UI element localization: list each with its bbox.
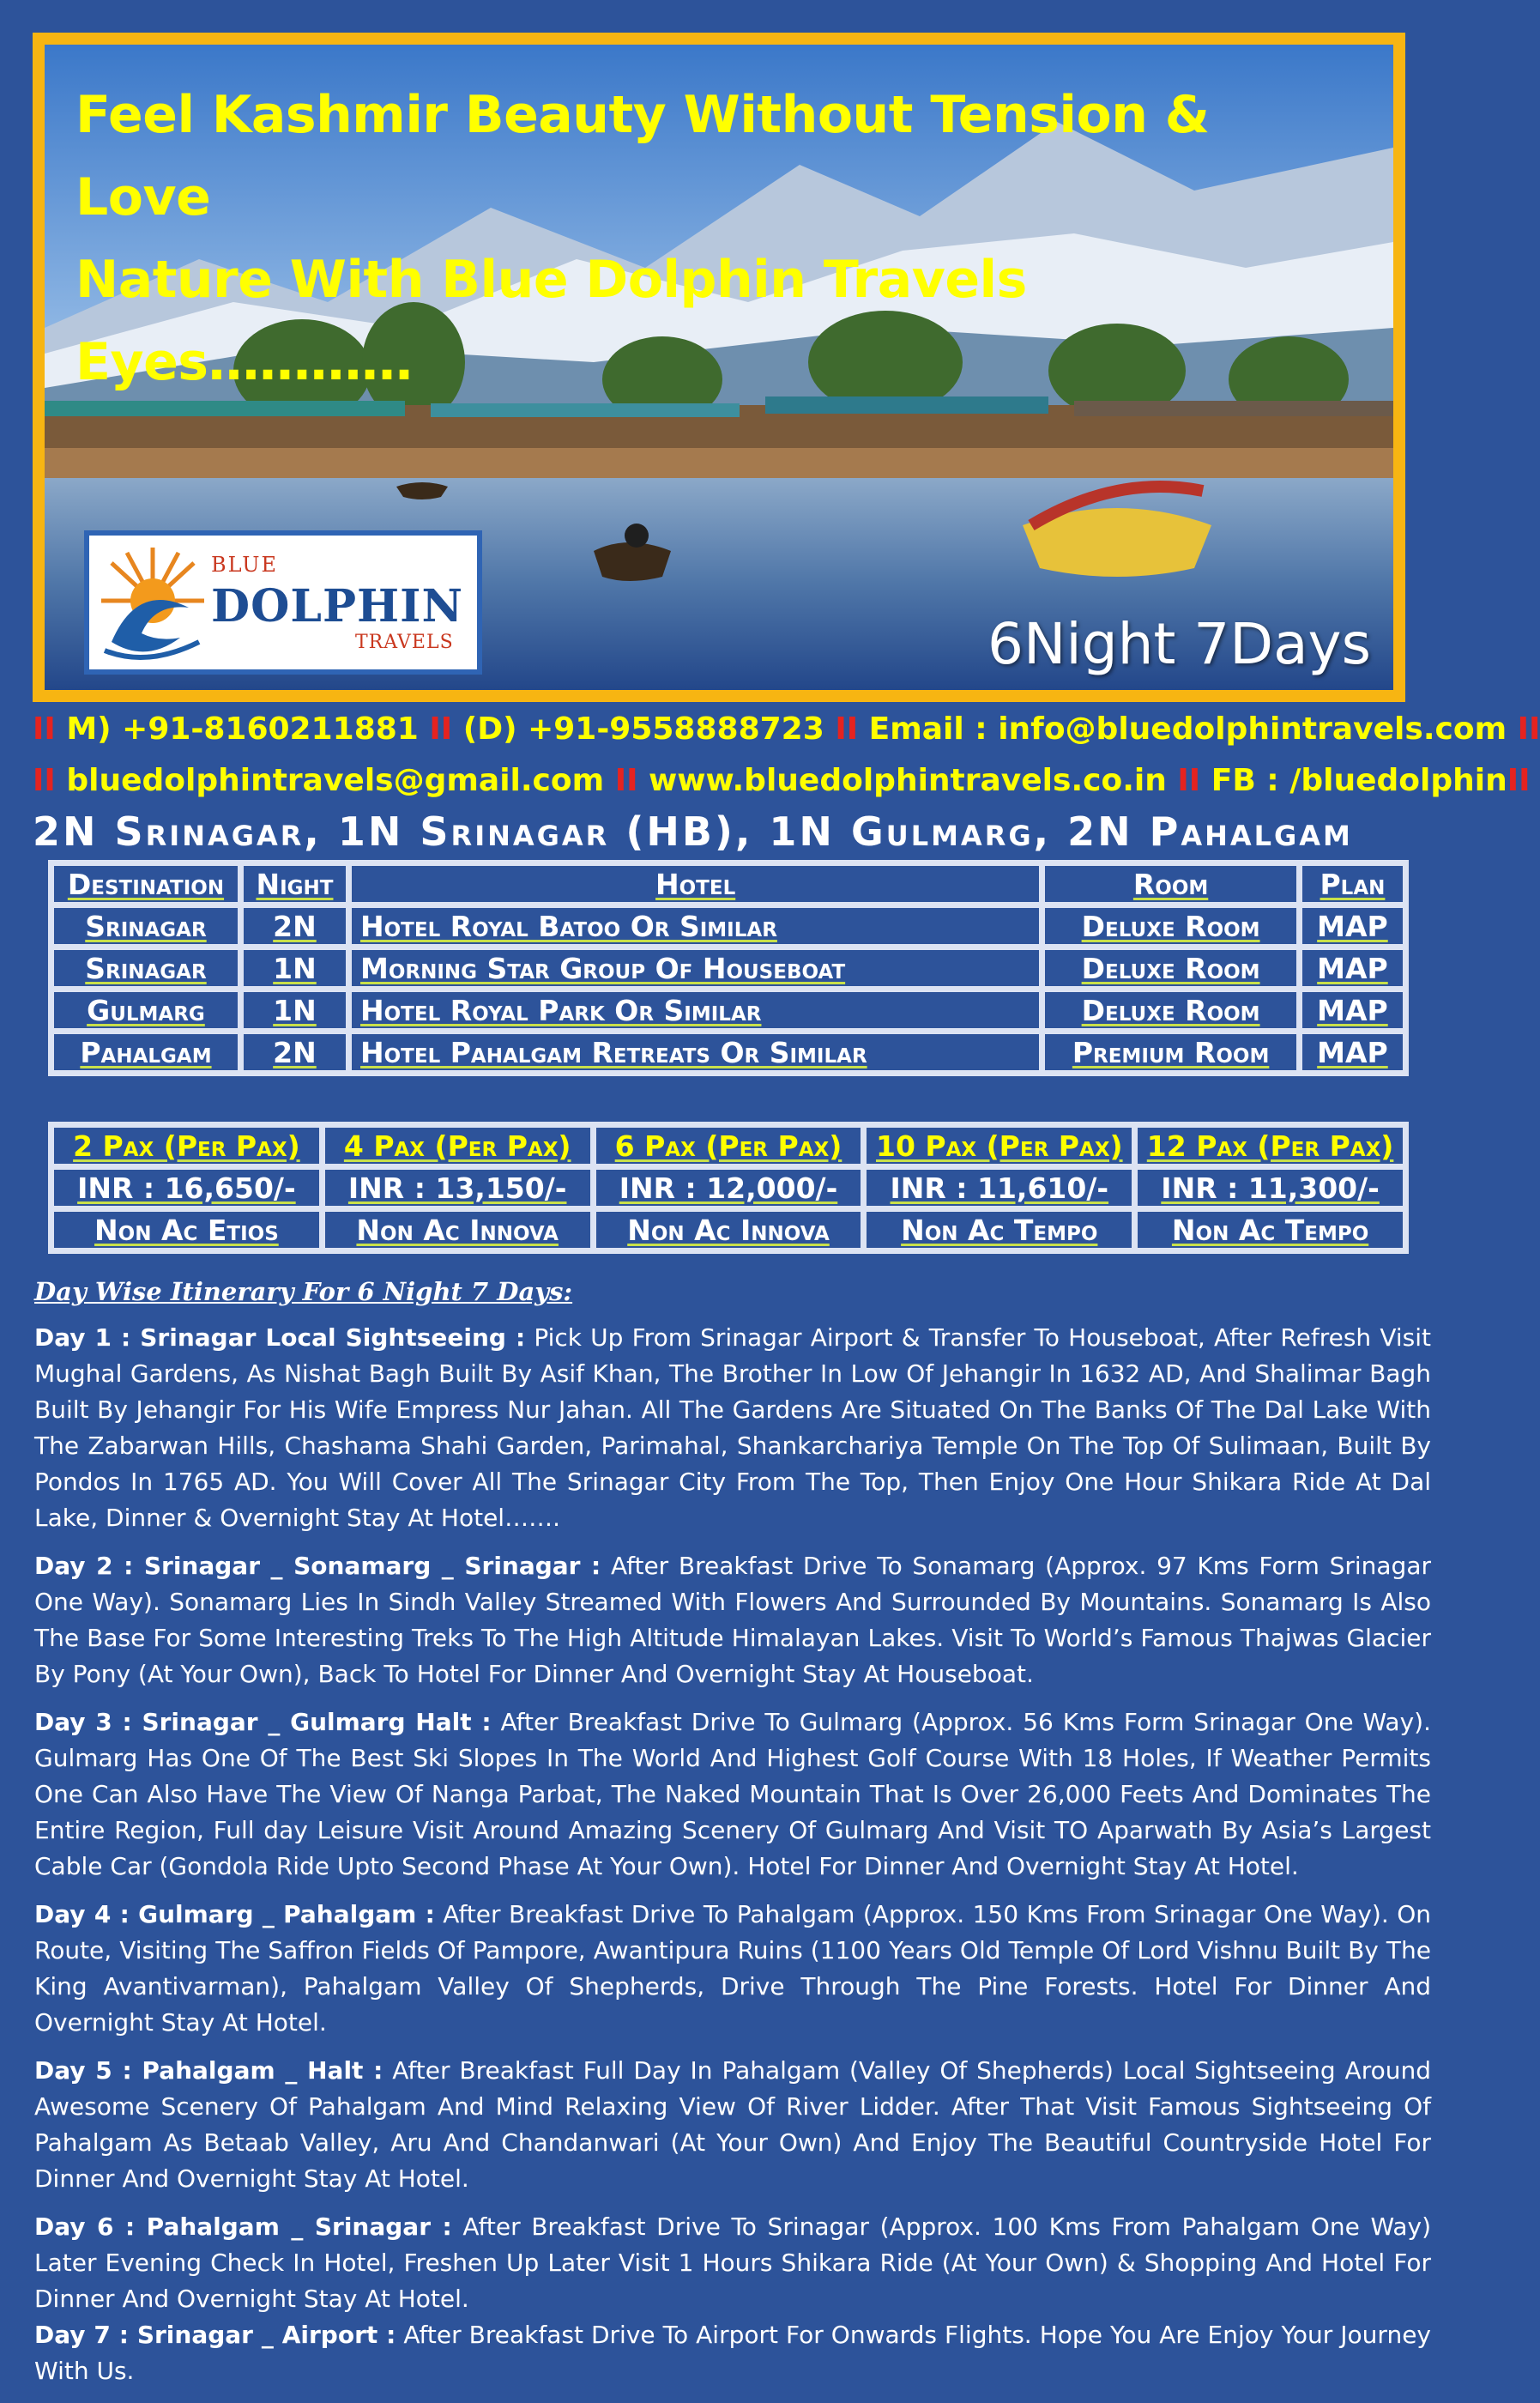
price-cell: INR : 11,610/- (867, 1170, 1132, 1206)
room-cell: Deluxe Room (1045, 950, 1296, 986)
dolphin-sun-icon (96, 541, 209, 669)
destination-cell: Pahalgam (54, 1034, 238, 1070)
pax-cell: 12 Pax (Per Pax) (1138, 1128, 1403, 1164)
pax-cell: 6 Pax (Per Pax) (596, 1128, 861, 1164)
separator: II (1517, 711, 1540, 747)
day-text: After Breakfast Drive To Srinagar (Approx. 100 Kms From Pahalgam One Way) Later Evening Check In Hotel, Freshen Up Later Visit 1 Hours Shikara Ride (At Your Own) & Shopping And Hotel For Dinner And Overnight Stay At Hotel. (34, 2212, 1432, 2313)
day-label: Day 7 : Srinagar _ Airport : (34, 2321, 396, 2349)
separator: II (614, 763, 638, 798)
day-text: After Breakfast Drive To Airport For Onwards Flights. Hope You Are Enjoy Your Journey With Us. (34, 2321, 1431, 2385)
headline-line-1: Feel Kashmir Beauty Without Tension & Love (75, 85, 1210, 227)
table-row (54, 992, 1403, 1028)
price-cell: INR : 16,650/- (54, 1170, 319, 1206)
day-text: Pick Up From Srinagar Airport & Transfer To Houseboat, After Refresh Visit Mughal Gardens, As Nishat Bagh Built By Asif Khan, The Brother In Low Of Jehangir In 1632 AD, And Shalimar Bagh Built By Jehangir For His Wife Empress Nur Jahan. All The Gardens Are Situated On The Banks Of The Dal Lake With The Zabarwan Hills, Chashama Shahi Garden, Parimahal, Shankarchariya Temple On The Top Of Sulimaan, Built By Pondos In 1765 AD. You Will Cover All The Srinagar City From The Top, Then Enjoy One Hour Shikara Ride At Dal Lake, Dinner & Overnight Stay At Hotel……. (34, 1323, 1431, 1532)
table-row (54, 908, 1403, 944)
itinerary-day (34, 1704, 1431, 1885)
itinerary-day (34, 2209, 1431, 2317)
price-row (54, 1170, 1403, 1206)
vehicle-row (54, 1212, 1403, 1248)
pax-cell: 10 Pax (Per Pax) (867, 1128, 1132, 1164)
separator: II (1177, 763, 1201, 798)
vehicle-cell: Non Ac Innova (325, 1212, 590, 1248)
hotel-table-header (54, 866, 1403, 902)
day-text: After Breakfast Full Day In Pahalgam (Valley Of Shepherds) Local Sightseeing Around Awesome Scenery Of Pahalgam And Mind Relaxing View Of River Lidder. After That Visit Famous Sightseeing Of Pahalgam As Betaab Valley, Aru And Chandanwari (At Your Own) And Enjoy The Beautiful Countryside Hotel For Dinner And Overnight Stay At Hotel. (34, 2056, 1431, 2193)
header-hotel: Hotel (352, 866, 1039, 902)
table-row (54, 950, 1403, 986)
separator: II (835, 711, 859, 747)
price-cell: INR : 11,300/- (1138, 1170, 1403, 1206)
route-text: 2N Srinagar, 1N Srinagar (HB), 1N Gulmarg, 2N Pahalgam (33, 808, 1353, 855)
price-cell: INR : 12,000/- (596, 1170, 861, 1206)
vehicle-cell: Non Ac Tempo (1138, 1212, 1403, 1248)
email-secondary[interactable]: bluedolphintravels@gmail.com (66, 763, 605, 798)
pax-cell: 2 Pax (Per Pax) (54, 1128, 319, 1164)
separator: II (33, 763, 56, 798)
separator: II (429, 711, 453, 747)
night-cell: 1N (244, 992, 346, 1028)
price-cell: INR : 13,150/- (325, 1170, 590, 1206)
website-link[interactable]: www.bluedolphintravels.co.in (649, 763, 1167, 798)
pax-row (54, 1128, 1403, 1164)
day-label: Day 4 : Gulmarg _ Pahalgam : (34, 1900, 435, 1928)
header-night: Night (244, 866, 346, 902)
logo-blue-text: BLUE (211, 553, 279, 577)
night-cell: 2N (244, 908, 346, 944)
room-cell: Premium Room (1045, 1034, 1296, 1070)
header-room: Room (1045, 866, 1296, 902)
vehicle-cell: Non Ac Innova (596, 1212, 861, 1248)
headline (75, 74, 1342, 403)
vehicle-cell: Non Ac Tempo (867, 1212, 1132, 1248)
table-row (54, 1034, 1403, 1070)
route-summary (33, 808, 1431, 855)
contact-line-2 (33, 755, 1531, 807)
day-label: Day 6 : Pahalgam _ Srinagar : (34, 2212, 452, 2241)
day-label: Day 2 : Srinagar _ Sonamarg _ Srinagar : (34, 1552, 601, 1580)
itinerary-list (34, 1320, 1431, 2401)
separator: II (1507, 763, 1531, 798)
day-label: Day 1 : Srinagar Local Sightseeing : (34, 1323, 526, 1352)
headline-line-2: Nature With Blue Dolphin Travels Eyes………… (75, 250, 1027, 392)
night-cell: 1N (244, 950, 346, 986)
night-cell: 2N (244, 1034, 346, 1070)
day-label: Day 3 : Srinagar _ Gulmarg Halt : (34, 1708, 492, 1736)
destination-cell: Srinagar (54, 908, 238, 944)
email-primary[interactable]: Email : info@bluedolphintravels.com (868, 711, 1507, 747)
hotel-table (48, 860, 1409, 1076)
header-destination: Destination (54, 866, 238, 902)
contact-line-1 (33, 704, 1540, 755)
itinerary-day (34, 2053, 1431, 2197)
mobile-number[interactable]: M) +91-8160211881 (66, 711, 419, 747)
day-text: After Breakfast Drive To Gulmarg (Approx. 56 Kms Form Srinagar One Way). Gulmarg Has One Of The Best Ski Slopes In The World And Highest Golf Course With 18 Holes, If Weather Permits One Can Also Have The View Of Nanga Parbat, The Naked Mountain That Is Over 26,000 Feets And Dominates The Entire Region, Full day Leisure Visit Around Amazing Scenery Of Gulmarg And Visit TO Aparwath By Asia’s Largest Cable Car (Gondola Ride Upto Second Phase At Your Own). Hotel For Dinner And Overnight Stay At Hotel. (34, 1708, 1431, 1880)
hotel-cell: Morning Star Group Of Houseboat (352, 950, 1039, 986)
day-label: Day 5 : Pahalgam _ Halt : (34, 2056, 383, 2085)
itinerary-title: Day Wise Itinerary For 6 Night 7 Days: (34, 1277, 573, 1306)
plan-cell: MAP (1302, 1034, 1403, 1070)
itinerary-day (34, 1897, 1431, 2041)
hotel-cell: Hotel Royal Batoo Or Similar (352, 908, 1039, 944)
room-cell: Deluxe Room (1045, 992, 1296, 1028)
hotel-cell: Hotel Royal Park Or Similar (352, 992, 1039, 1028)
trip-duration: 6Night 7Days (987, 611, 1371, 677)
blue-dolphin-logo (84, 530, 482, 675)
destination-cell: Srinagar (54, 950, 238, 986)
itinerary-day (34, 1320, 1431, 1536)
plan-cell: MAP (1302, 950, 1403, 986)
vehicle-cell: Non Ac Etios (54, 1212, 319, 1248)
hero-banner (33, 33, 1405, 702)
itinerary-day (34, 2317, 1431, 2389)
separator: II (33, 711, 56, 747)
contact-info (33, 704, 1540, 807)
room-cell: Deluxe Room (1045, 908, 1296, 944)
day-text: After Breakfast Drive To Sonamarg (Approx. 97 Kms Form Srinagar One Way). Sonamarg Lies In Sindh Valley Streamed With Flowers And Surrounded By Mountains. Sonamarg Is Also The Base For Some Interesting Treks To The High Altitude Himalayan Lakes. Visit To World’s Famous Thajwas Glacier By Pony (At Your Own), Back To Hotel For Dinner And Overnight Stay At Houseboat. (34, 1552, 1432, 1688)
day-text: After Breakfast Drive To Pahalgam (Approx. 150 Kms From Srinagar One Way). On Route, Visiting The Saffron Fields Of Pampore, Awantipura Ruins (1100 Years Old Temple Of Lord Vishnu Built By The King Avantivarman), Pahalgam Valley Of Shepherds, Drive Through The Pine Forests. Hotel For Dinner And Overnight Stay At Hotel. (34, 1900, 1431, 2037)
direct-number[interactable]: (D) +91-9558888723 (462, 711, 824, 747)
facebook-link[interactable]: FB : /bluedolphin (1211, 763, 1507, 798)
itinerary-day (34, 1548, 1431, 1692)
logo-travels-text: TRAVELS (355, 632, 454, 653)
price-table (48, 1122, 1409, 1254)
plan-cell: MAP (1302, 992, 1403, 1028)
destination-cell: Gulmarg (54, 992, 238, 1028)
pax-cell: 4 Pax (Per Pax) (325, 1128, 590, 1164)
header-plan: Plan (1302, 866, 1403, 902)
plan-cell: MAP (1302, 908, 1403, 944)
logo-dolphin-text: DOLPHIN (211, 580, 464, 633)
hotel-cell: Hotel Pahalgam Retreats Or Similar (352, 1034, 1039, 1070)
